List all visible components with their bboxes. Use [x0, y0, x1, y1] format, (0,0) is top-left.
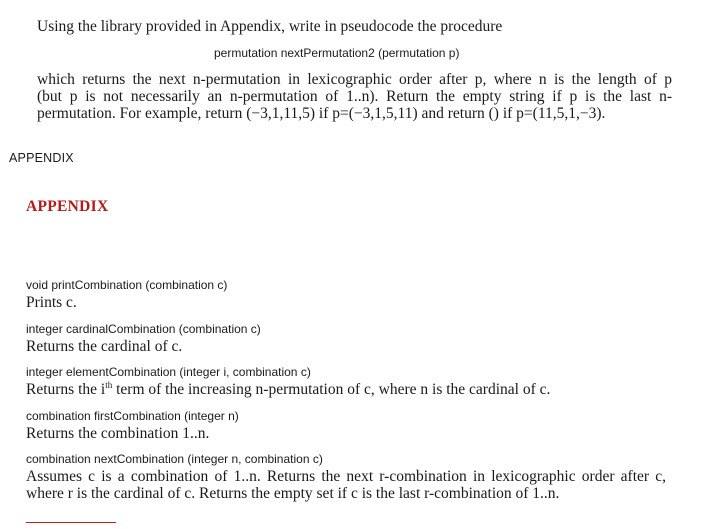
- question-body: [37, 71, 672, 122]
- element-description-sup: th: [105, 379, 113, 390]
- footnote-rule: [26, 522, 116, 523]
- appendix-heading: APPENDIX: [26, 198, 109, 215]
- next-description-line: Assumes c is a combination of 1..n. Returns the next r-combination in lexicographic order after c,: [26, 468, 666, 485]
- appendix-entry-next-signature: combination nextCombination (integer n, combination c): [26, 452, 323, 466]
- appendix-entry-cardinal-signature: integer cardinalCombination (combination c): [26, 322, 261, 336]
- appendix-entry-print-description: Prints c.: [26, 294, 77, 311]
- appendix-entry-cardinal-description: Returns the cardinal of c.: [26, 338, 183, 355]
- section-label: APPENDIX: [9, 151, 74, 165]
- appendix-entry-element-description: [26, 381, 550, 398]
- appendix-entry-next-description: [26, 468, 666, 502]
- appendix-entry-first-signature: combination firstCombination (integer n): [26, 409, 239, 423]
- appendix-entry-element-signature: integer elementCombination (integer i, combination c): [26, 365, 311, 379]
- next-description-line: where r is the cardinal of c. Returns the empty set if c is the last r-combination of 1..n.: [26, 485, 560, 502]
- procedure-signature: permutation nextPermutation2 (permutation p): [214, 46, 460, 60]
- appendix-entry-first-description: Returns the combination 1..n.: [26, 425, 210, 442]
- question-body-line: which returns the next n-permutation in lexicographic order after p, where n is the length of p: [37, 71, 672, 88]
- question-intro: Using the library provided in Appendix, write in pseudocode the procedure: [37, 18, 503, 35]
- appendix-entry-print-signature: void printCombination (combination c): [26, 278, 228, 292]
- element-description-pre: Returns the i: [26, 381, 106, 398]
- question-body-line: (but p is not necessarily an n-permutation of 1..n). Return the empty string if p is the last n-: [37, 88, 672, 105]
- question-body-line: permutation. For example, return (−3,1,11,5) if p=(−3,1,5,11) and return () if p=(11,5,1,−3).: [37, 105, 606, 122]
- element-description-post: term of the increasing n-permutation of c, where n is the cardinal of c.: [112, 381, 551, 398]
